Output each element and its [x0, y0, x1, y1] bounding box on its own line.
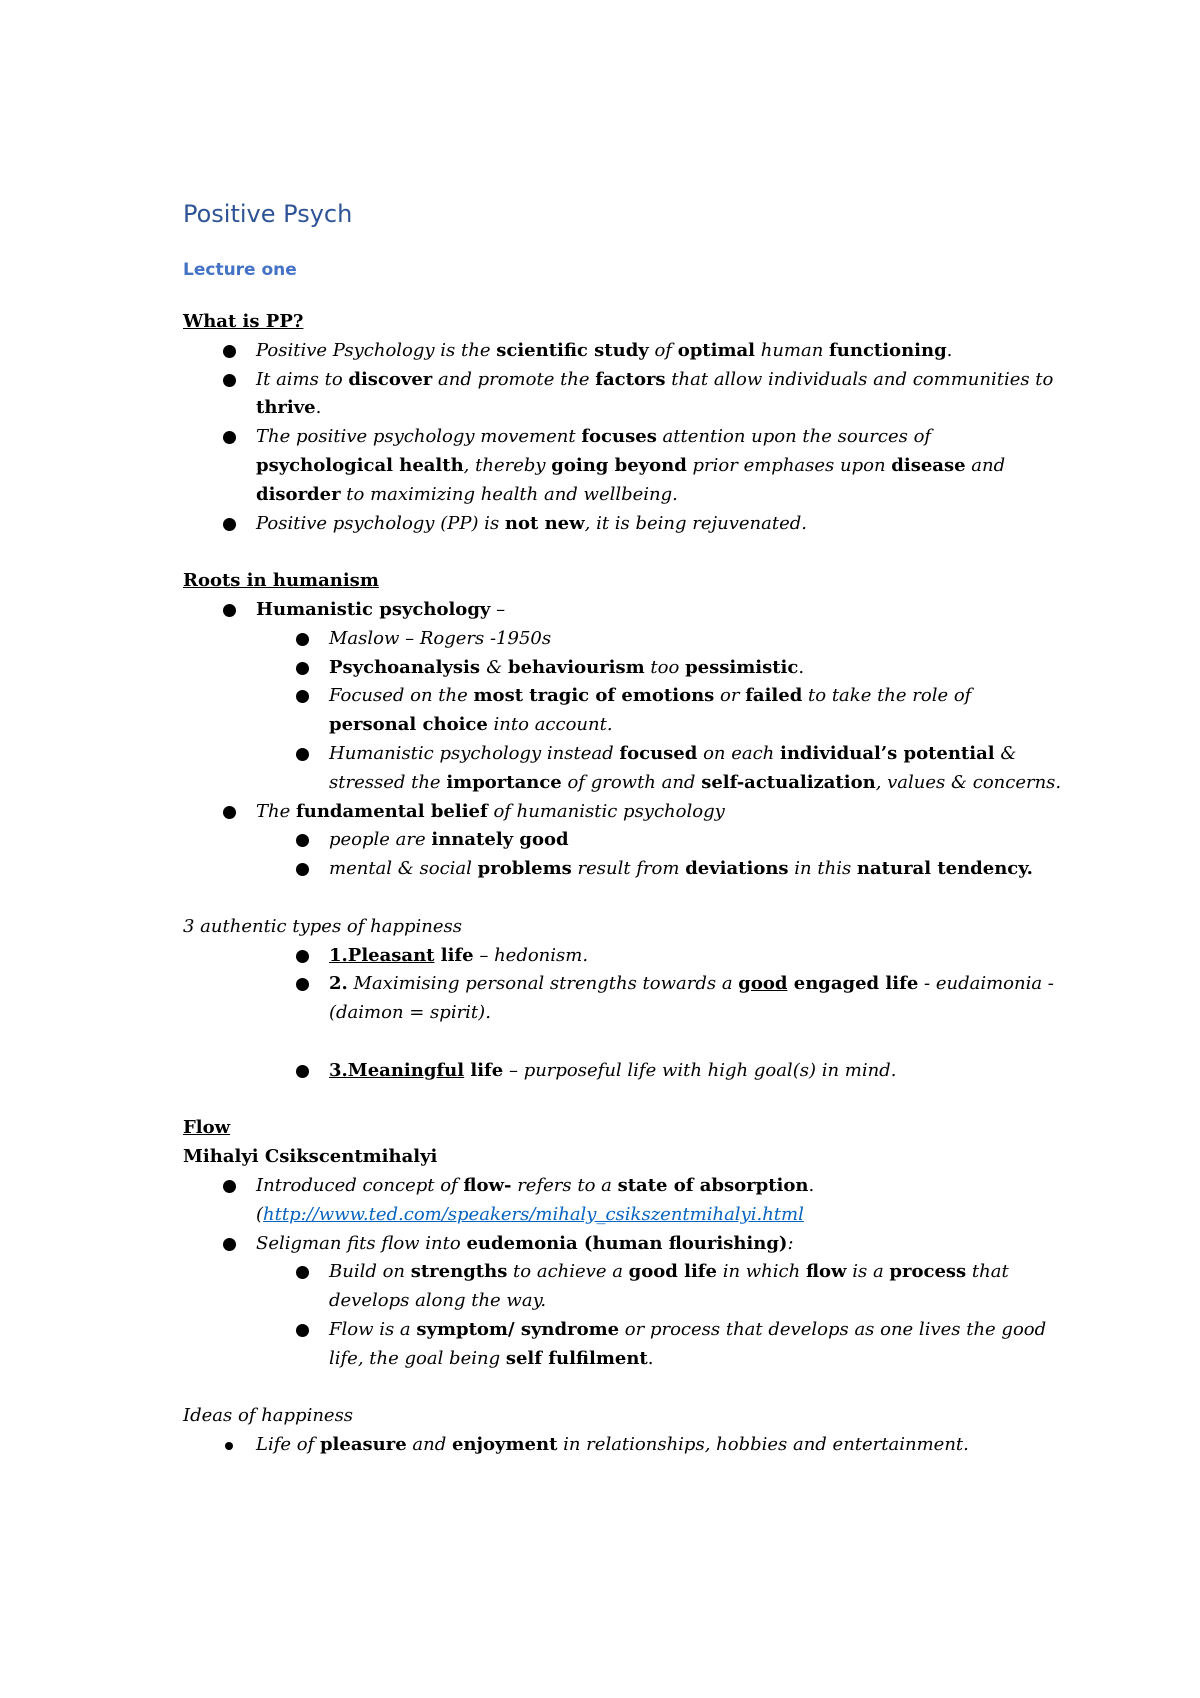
list-flow — [183, 1172, 1063, 1374]
list-item: Maslow – Rogers -1950s — [183, 625, 1063, 654]
bullet-icon — [223, 345, 236, 358]
list-item: The fundamental belief of humanistic psychology — [183, 798, 1063, 827]
bullet-icon — [296, 748, 309, 761]
bullet-icon — [296, 662, 309, 675]
spacer — [183, 884, 1063, 913]
list-ideas — [183, 1431, 1063, 1460]
list-item: 1.Pleasant life – hedonism. — [183, 942, 1063, 971]
list-item: Humanistic psychology instead focused on each individual’s potential & stressed the importance of growth and self-actualization, values & concerns. — [183, 740, 1063, 798]
bullet-icon — [223, 806, 236, 819]
document-title: Positive Psych — [183, 200, 353, 228]
bullet-icon — [296, 690, 309, 703]
list-happiness-types — [183, 942, 1063, 1028]
bullet-icon — [296, 863, 309, 876]
list-what-is-pp — [183, 337, 1063, 539]
bullet-icon — [225, 1442, 233, 1450]
subheading-csikscentmihalyi: Mihalyi Csikscentmihalyi — [183, 1146, 438, 1168]
bullet-icon — [223, 1238, 236, 1251]
list-item: 2. Maximising personal strengths towards a good engaged life - eudaimonia - (daimon = spirit). — [183, 970, 1063, 1028]
list-happiness-types-cont — [183, 1057, 1063, 1086]
heading-roots-in-humanism: Roots in humanism — [183, 570, 379, 592]
list-item: mental & social problems result from deviations in this natural tendency. — [183, 855, 1063, 884]
list-item: It aims to discover and promote the factors that allow individuals and communities to thrive. — [183, 366, 1063, 424]
bullet-icon — [296, 1266, 309, 1279]
bullet-icon — [223, 518, 236, 531]
bullet-icon — [223, 431, 236, 444]
bullet-icon — [223, 604, 236, 617]
list-item: Flow is a symptom/ syndrome or process that develops as one lives the good life, the goal being self fulfilment. — [183, 1316, 1063, 1374]
bullet-icon — [296, 1065, 309, 1078]
bullet-icon — [223, 374, 236, 387]
list-item: Humanistic psychology – — [183, 596, 1063, 625]
list-item: Positive psychology (PP) is not new, it is being rejuvenated. — [183, 510, 1063, 539]
document-page — [183, 196, 1063, 1460]
heading-ideas-of-happiness: Ideas of happiness — [183, 1405, 354, 1427]
heading-flow: Flow — [183, 1117, 231, 1139]
list-roots — [183, 596, 1063, 884]
bullet-icon — [296, 834, 309, 847]
list-item: The positive psychology movement focuses attention upon the sources of psychological health, thereby going beyond prior emphases upon disease and disorder to maximizing health and wellbeing. — [183, 423, 1063, 509]
spacer — [183, 1028, 1063, 1057]
bullet-icon — [296, 1324, 309, 1337]
list-item: Introduced concept of flow- refers to a state of absorption. (http://www.ted.com/speakers/mihaly_csikszentmihalyi.html — [183, 1172, 1063, 1230]
spacer — [183, 538, 1063, 567]
ted-speaker-link[interactable]: http://www.ted.com/speakers/mihaly_csikszentmihalyi.html — [263, 1203, 804, 1225]
document-body — [183, 308, 1063, 1460]
lecture-subtitle: Lecture one — [183, 260, 297, 280]
bullet-icon — [296, 950, 309, 963]
bullet-icon — [296, 978, 309, 991]
heading-what-is-pp: What is PP? — [183, 311, 304, 332]
list-item: Build on strengths to achieve a good life in which flow is a process that develops along the way. — [183, 1258, 1063, 1316]
bullet-icon — [296, 633, 309, 646]
spacer — [183, 1086, 1063, 1115]
heading-happiness-types: 3 authentic types of happiness — [183, 915, 462, 937]
list-item: Life of pleasure and enjoyment in relationships, hobbies and entertainment. — [183, 1431, 1063, 1460]
spacer — [183, 1373, 1063, 1402]
bullet-icon — [223, 1180, 236, 1193]
list-item: Focused on the most tragic of emotions or failed to take the role of personal choice into account. — [183, 682, 1063, 740]
list-item: Positive Psychology is the scientific study of optimal human functioning. — [183, 337, 1063, 366]
list-item: 3.Meaningful life – purposeful life with high goal(s) in mind. — [183, 1057, 1063, 1086]
list-item: Psychoanalysis & behaviourism too pessimistic. — [183, 654, 1063, 683]
list-item: Seligman fits flow into eudemonia (human flourishing): — [183, 1230, 1063, 1259]
list-item: people are innately good — [183, 826, 1063, 855]
